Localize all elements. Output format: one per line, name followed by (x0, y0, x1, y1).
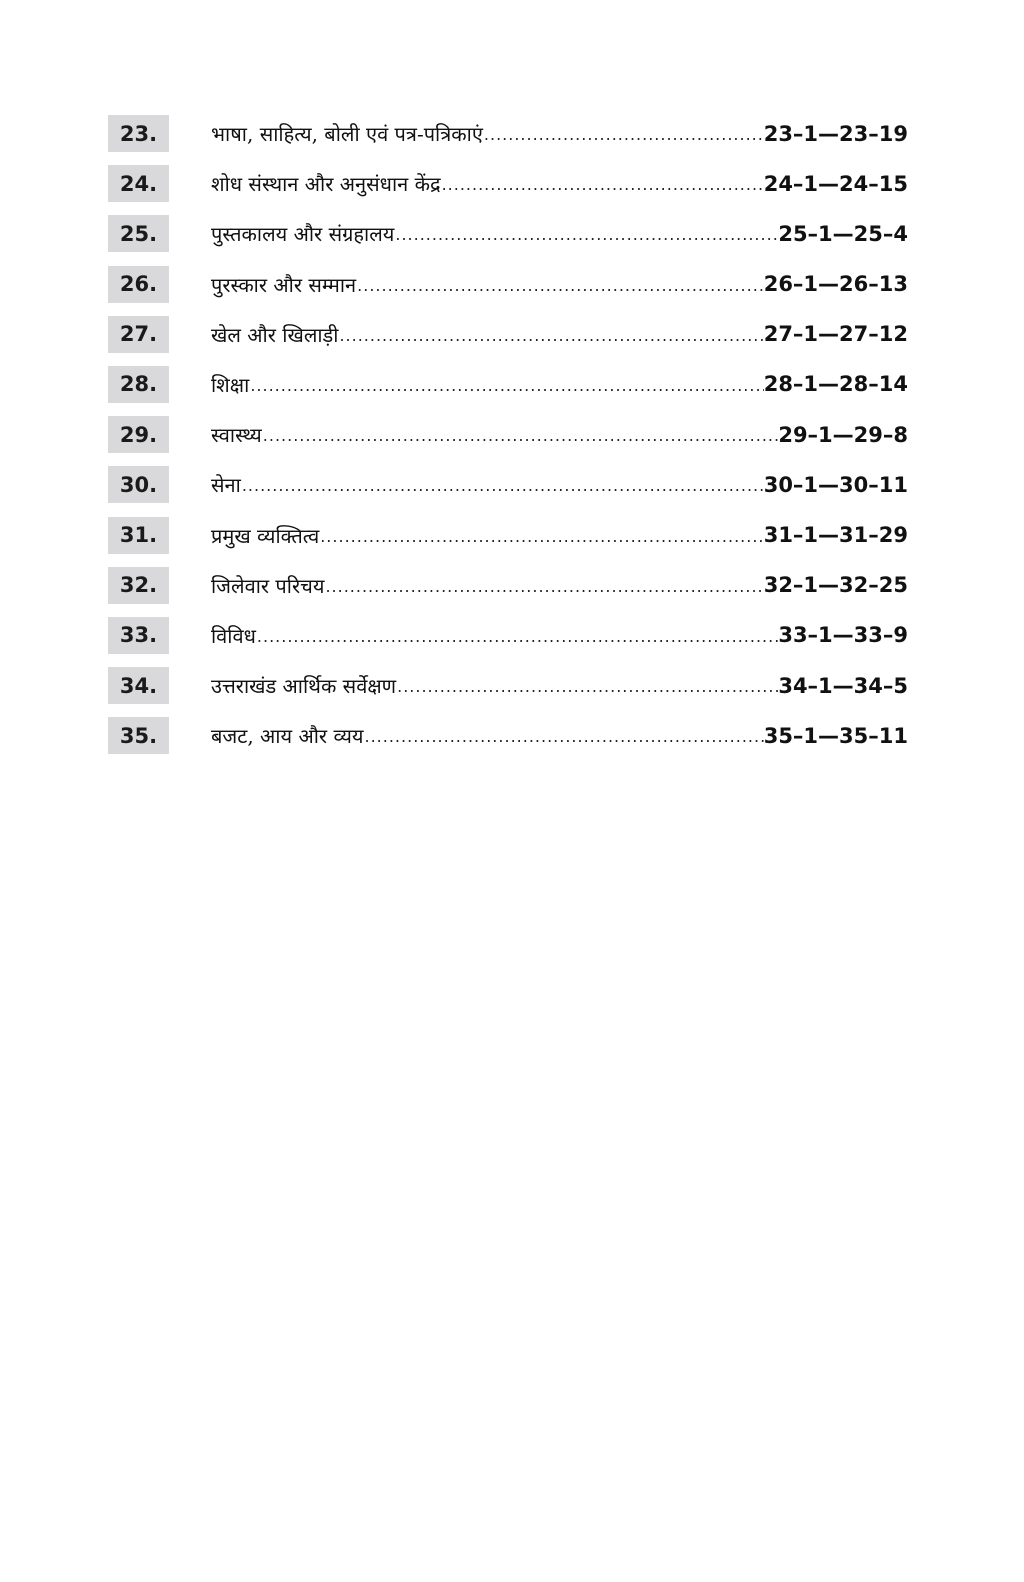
chapter-number: 30. (108, 466, 169, 503)
toc-row[interactable] (108, 266, 908, 316)
chapter-title: सेना (211, 473, 241, 498)
toc-row[interactable] (108, 416, 908, 466)
toc-entry (211, 416, 908, 453)
chapter-number: 34. (108, 667, 169, 704)
page-range: 27–1—27–12 (763, 322, 908, 347)
page-range: 30–1—30–11 (763, 472, 908, 497)
chapter-number: 25. (108, 215, 169, 252)
chapter-title: स्वास्थ्य (211, 423, 262, 448)
chapter-title: प्रमुख व्यक्तित्व (211, 523, 320, 548)
chapter-number: 24. (108, 165, 169, 202)
toc-entry (211, 215, 908, 252)
toc-row[interactable] (108, 667, 908, 717)
toc-row[interactable] (108, 717, 908, 767)
toc-entry (211, 617, 908, 654)
page-range: 25–1—25–4 (778, 221, 908, 246)
page-range: 34–1—34–5 (778, 673, 908, 698)
chapter-number: 33. (108, 617, 169, 654)
chapter-title: जिलेवार परिचय (211, 573, 325, 598)
page-range: 35–1—35–11 (763, 723, 908, 748)
chapter-number: 27. (108, 316, 169, 353)
page-range: 23–1—23–19 (763, 121, 908, 146)
chapter-title: विविध (211, 623, 256, 648)
toc-row[interactable] (108, 316, 908, 366)
chapter-title: शोध संस्थान और अनुसंधान केंद्र (211, 172, 441, 197)
toc-row[interactable] (108, 215, 908, 265)
dot-leader (324, 577, 763, 596)
toc-row[interactable] (108, 165, 908, 215)
toc-entry (211, 165, 908, 202)
page-range: 31–1—31–29 (763, 523, 908, 547)
chapter-number: 28. (108, 366, 169, 403)
toc-row[interactable] (108, 567, 908, 617)
dot-leader (356, 276, 764, 295)
chapter-number: 32. (108, 567, 169, 604)
toc-entry (211, 567, 908, 604)
page-range: 32–1—32–25 (763, 573, 908, 598)
dot-leader (396, 677, 778, 696)
chapter-title: पुस्तकालय और संग्रहालय (211, 222, 395, 247)
dot-leader (319, 527, 763, 546)
page-range: 26–1—26–13 (763, 272, 908, 297)
chapter-number: 29. (108, 416, 169, 453)
chapter-title: शिक्षा (211, 372, 250, 397)
page-range: 29–1—29–8 (778, 422, 908, 447)
dot-leader (256, 627, 778, 646)
dot-leader (241, 476, 764, 495)
chapter-number: 31. (108, 517, 169, 554)
toc-row[interactable] (108, 617, 908, 667)
chapter-title: खेल और खिलाड़ी (211, 322, 339, 347)
toc-row[interactable] (108, 115, 908, 165)
dot-leader (441, 175, 764, 194)
dot-leader (249, 376, 763, 395)
chapter-number: 26. (108, 266, 169, 303)
dot-leader (364, 727, 764, 746)
dot-leader (262, 426, 779, 445)
toc-entry (211, 115, 908, 152)
page-range: 28–1—28–14 (763, 372, 908, 397)
toc-entry (211, 517, 908, 554)
chapter-title: भाषा, साहित्य, बोली एवं पत्र-पत्रिकाएं (211, 122, 483, 146)
dot-leader (483, 125, 764, 144)
chapter-title: पुरस्कार और सम्मान (211, 272, 357, 297)
toc-row[interactable] (108, 366, 908, 416)
page-range: 33–1—33–9 (778, 623, 908, 648)
chapter-number: 35. (108, 717, 169, 754)
toc-entry (211, 266, 908, 303)
toc-row[interactable] (108, 517, 908, 567)
toc-entry (211, 667, 908, 704)
chapter-number: 23. (108, 115, 169, 152)
toc-row[interactable] (108, 466, 908, 516)
toc-entry (211, 316, 908, 353)
dot-leader (338, 326, 763, 345)
toc-entry (211, 366, 908, 403)
toc-entry (211, 717, 908, 754)
chapter-title: बजट, आय और व्यय (211, 724, 364, 749)
toc-entry (211, 466, 908, 503)
page-range: 24–1—24–15 (763, 171, 908, 196)
table-of-contents (108, 115, 908, 767)
chapter-title: उत्तराखंड आर्थिक सर्वेक्षण (211, 674, 397, 699)
dot-leader (394, 225, 778, 244)
